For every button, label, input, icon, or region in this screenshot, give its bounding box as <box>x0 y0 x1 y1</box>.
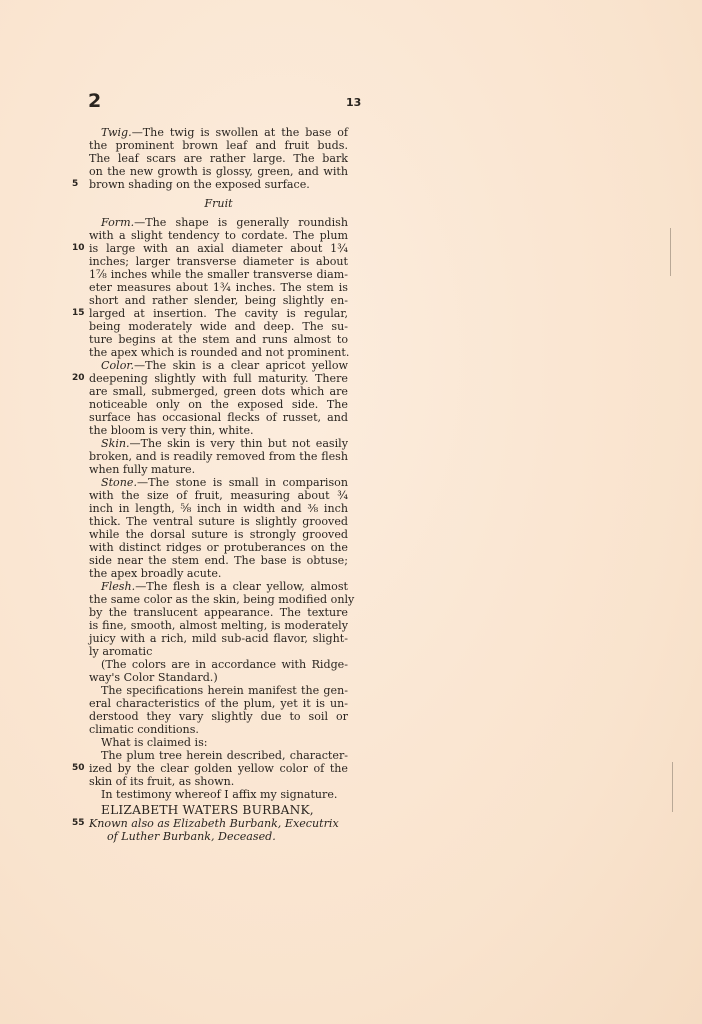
line-text: —The stone is small in comparison <box>136 476 348 489</box>
line-text: are small, submerged, green dots which are <box>89 385 348 398</box>
text-line <box>72 178 348 191</box>
text-line <box>89 749 348 762</box>
line-text: —The twig is swollen at the base of <box>131 126 348 139</box>
line-text: eral characteristics of the plum, yet it is un- <box>89 697 348 710</box>
text-line <box>89 489 348 502</box>
line-text: The plum tree herein described, character- <box>101 749 348 762</box>
line-text: with a slight tendency to cordate. The plum <box>89 229 348 242</box>
text-line <box>89 619 348 632</box>
line-number: 15 <box>72 308 85 318</box>
line-text: while the dorsal suture is strongly grooved <box>89 528 348 541</box>
text-line <box>89 281 348 294</box>
text-line <box>89 294 348 307</box>
line-number: 50 <box>72 763 85 773</box>
line-text: —The shape is generally roundish <box>134 216 348 229</box>
line-text: the apex which is rounded and not prominent. <box>89 346 350 359</box>
patent-text-column <box>72 126 355 843</box>
line-text: with the size of fruit, measuring about ¾ <box>89 489 348 502</box>
italic-heading: Skin. <box>101 437 130 450</box>
text-line <box>89 320 348 333</box>
text-line <box>89 333 348 346</box>
text-line <box>89 645 348 658</box>
line-text: side near the stem end. The base is obtuse; <box>89 554 348 567</box>
text-line <box>89 463 348 476</box>
italic-heading: Known also as Elizabeth Burbank, Executrix <box>89 817 339 830</box>
text-line <box>89 830 348 843</box>
text-line <box>89 197 348 210</box>
line-text: The specifications herein manifest the gen- <box>101 684 348 697</box>
text-line <box>89 502 348 515</box>
line-text: is large with an axial diameter about 1¾ <box>89 242 348 255</box>
line-text: is fine, smooth, almost melting, is moderately <box>89 619 348 632</box>
italic-heading: of Luther Burbank, Deceased. <box>107 830 276 843</box>
text-line <box>89 632 348 645</box>
line-text: skin of its fruit, as shown. <box>89 775 235 788</box>
line-number: 5 <box>72 179 79 189</box>
text-line <box>72 817 348 830</box>
text-line <box>89 450 348 463</box>
line-text: deepening slightly with full maturity. There <box>89 372 348 385</box>
text-line <box>89 697 348 710</box>
line-text: (The colors are in accordance with Ridge- <box>101 658 348 671</box>
line-text: —The skin is very thin but not easily <box>129 437 348 450</box>
line-text: inches; larger transverse diameter is about <box>89 255 348 268</box>
text-line <box>89 437 348 450</box>
text-line <box>89 684 348 697</box>
line-number: 55 <box>72 818 85 828</box>
line-text: way's Color Standard.) <box>89 671 218 684</box>
text-line <box>89 216 348 229</box>
text-line <box>89 255 348 268</box>
line-number: 20 <box>72 373 85 383</box>
italic-heading: Flesh. <box>101 580 136 593</box>
line-text: ized by the clear golden yellow color of the <box>89 762 348 775</box>
text-line <box>72 762 348 775</box>
binding-mark <box>672 762 673 812</box>
line-text: inch in length, ⅝ inch in width and ⅜ inch <box>89 502 348 515</box>
line-text: the same color as the skin, being modified only <box>89 593 355 606</box>
line-text: ture begins at the stem and runs almost to <box>89 333 348 346</box>
text-line <box>89 165 348 178</box>
text-line <box>89 359 348 372</box>
text-line <box>89 567 348 580</box>
line-text: juicy with a rich, mild sub-acid flavor, slight- <box>89 632 348 645</box>
text-line <box>72 372 348 385</box>
text-line <box>89 580 348 593</box>
line-text: short and rather slender, being slightly en- <box>89 294 348 307</box>
text-line <box>89 671 348 684</box>
text-line <box>89 710 348 723</box>
text-line <box>89 139 348 152</box>
text-line <box>89 126 348 139</box>
line-text: In testimony whereof I affix my signature. <box>101 788 338 801</box>
italic-heading: Twig. <box>101 126 132 139</box>
sheet-number: 13 <box>346 96 362 109</box>
line-text: 1⅞ inches while the smaller transverse diam- <box>89 268 348 281</box>
text-line <box>89 606 348 619</box>
line-text: the prominent brown leaf and fruit buds. <box>89 139 348 152</box>
text-line <box>89 515 348 528</box>
italic-heading: Color. <box>101 359 135 372</box>
line-text: thick. The ventral suture is slightly grooved <box>89 515 348 528</box>
line-text: —The skin is a clear apricot yellow <box>134 359 348 372</box>
line-text: noticeable only on the exposed side. The <box>89 398 348 411</box>
line-text: derstood they vary slightly due to soil or <box>89 710 348 723</box>
line-text: climatic conditions. <box>89 723 199 736</box>
text-line <box>72 242 348 255</box>
text-line <box>89 528 348 541</box>
text-line <box>89 723 348 736</box>
line-text: surface has occasional flecks of russet, and <box>89 411 348 424</box>
italic-heading: Fruit <box>204 197 233 210</box>
line-text: —The flesh is a clear yellow, almost <box>135 580 348 593</box>
line-text: broken, and is readily removed from the flesh <box>89 450 348 463</box>
text-line <box>89 736 348 749</box>
line-number: 10 <box>72 243 85 253</box>
line-text: What is claimed is: <box>101 736 208 749</box>
italic-heading: Stone. <box>101 476 137 489</box>
text-line <box>89 804 348 817</box>
text-line <box>89 152 348 165</box>
page-number: 2 <box>88 90 102 112</box>
text-line <box>89 541 348 554</box>
line-text: the apex broadly acute. <box>89 567 222 580</box>
text-line <box>89 411 348 424</box>
line-text: by the translucent appearance. The texture <box>89 606 348 619</box>
text-line <box>89 593 355 606</box>
text-line <box>89 554 348 567</box>
line-text: eter measures about 1¾ inches. The stem is <box>89 281 348 294</box>
line-text: brown shading on the exposed surface. <box>89 178 310 191</box>
line-text: The leaf scars are rather large. The bark <box>89 152 348 165</box>
text-line <box>89 658 348 671</box>
text-line <box>89 476 348 489</box>
line-text: ly aromatic <box>89 645 153 658</box>
line-text: the bloom is very thin, white. <box>89 424 254 437</box>
text-line <box>89 398 348 411</box>
line-text: when fully mature. <box>89 463 196 476</box>
line-text: being moderately wide and deep. The su- <box>89 320 348 333</box>
text-line <box>89 788 348 801</box>
line-text: with distinct ridges or protuberances on the <box>89 541 348 554</box>
text-line <box>89 385 348 398</box>
line-text: ELIZABETH WATERS BURBANK, <box>101 803 314 817</box>
text-line <box>89 346 348 359</box>
italic-heading: Form. <box>101 216 135 229</box>
text-line <box>89 268 348 281</box>
text-line <box>89 424 348 437</box>
line-text: on the new growth is glossy, green, and with <box>89 165 348 178</box>
binding-mark <box>670 228 671 276</box>
text-line <box>89 229 348 242</box>
text-line <box>89 775 348 788</box>
text-line <box>72 307 348 320</box>
line-text: larged at insertion. The cavity is regular, <box>89 307 348 320</box>
